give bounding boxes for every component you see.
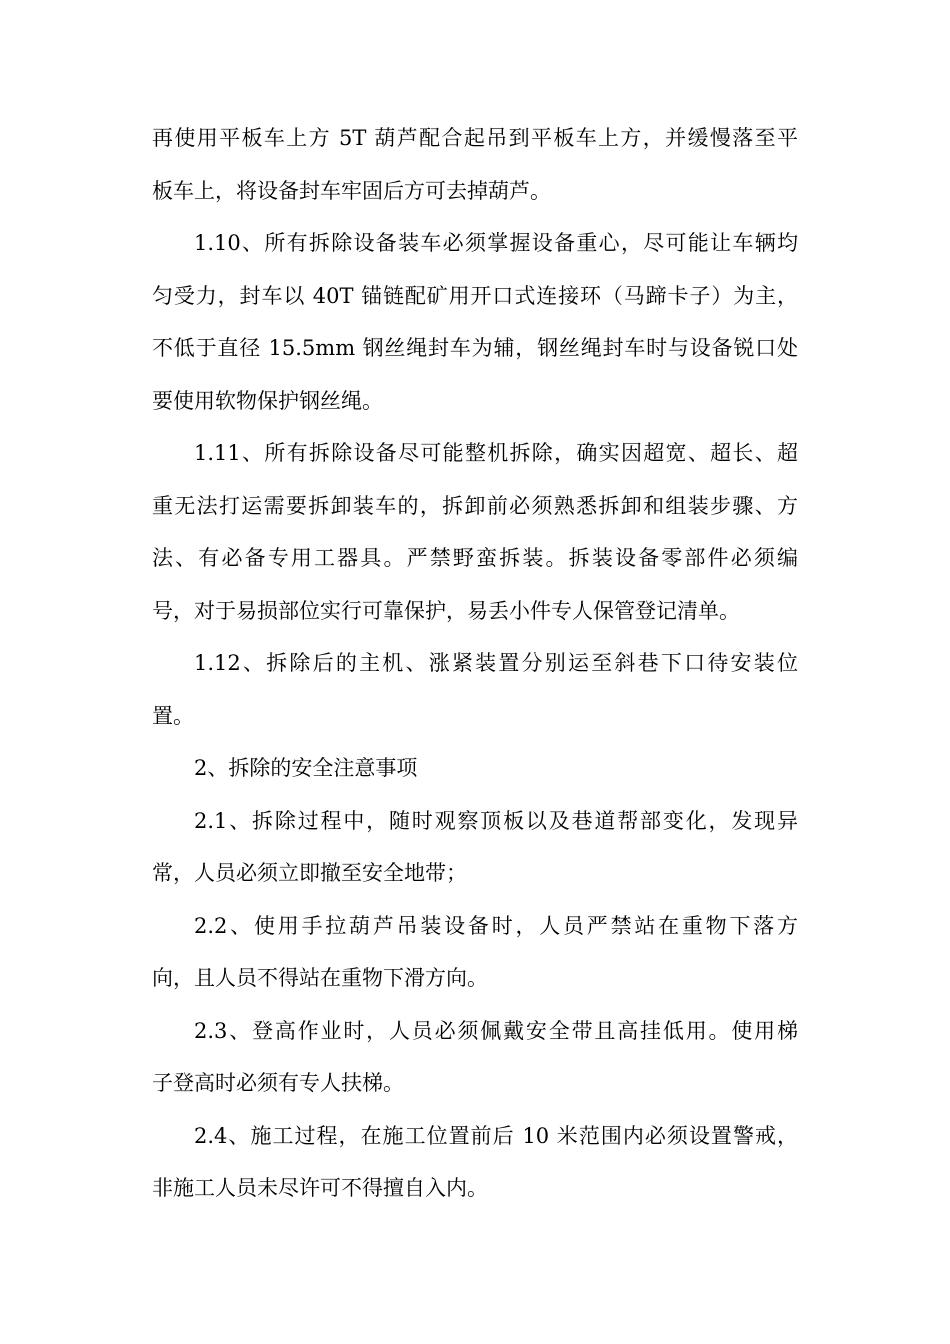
paragraph-2-1 [152,795,798,900]
text-line: 置。 [152,703,194,728]
text-line: 2.3、登高作业时，人员必须佩戴安全带且高挂低用。使用梯 [194,1018,798,1043]
text-line: 非施工人员未尽许可不得擅自入内。 [152,1176,488,1200]
text-line: 重无法打运需要拆卸装车的，拆卸前必须熟悉拆卸和组装步骤、方 [152,493,798,518]
section-heading: 2、拆除的安全注意事项 [194,756,418,780]
text-line: 子登高时必须有专人扶梯。 [152,1071,404,1095]
text-line: 2.2、使用手拉葫芦吊装设备时，人员严禁站在重物下落方 [194,913,798,938]
text-line: 不低于直径 15.5mm 钢丝绳封车为辅，钢丝绳封车时与设备锐口处 [152,336,798,360]
paragraph-2-2 [152,900,798,1005]
text-line: 常，人员必须立即撤至安全地带； [152,861,467,885]
text-line: 1.11、所有拆除设备尽可能整机拆除，确实因超宽、超长、超 [194,441,798,465]
paragraph-1-10 [152,217,798,427]
paragraph-continuation [152,112,798,217]
text-line: 板车上，将设备封车牢固后方可去掉葫芦。 [152,178,551,203]
document-body [152,112,798,1215]
text-line: 要使用软物保护钢丝绳。 [152,388,383,413]
paragraph-1-12 [152,637,798,742]
paragraph-1-11 [152,427,798,637]
text-line: 再使用平板车上方 5T 葫芦配合起吊到平板车上方，并缓慢落至平 [152,126,798,150]
text-line: 向，且人员不得站在重物下滑方向。 [152,966,488,990]
section-heading-2 [152,742,798,795]
paragraph-2-3 [152,1005,798,1110]
text-line: 匀受力，封车以 40T 锚链配矿用开口式连接环（马蹄卡子）为主， [152,283,798,308]
text-line: 法、有必备专用工器具。严禁野蛮拆装。拆装设备零部件必须编 [152,546,798,570]
text-line: 1.10、所有拆除设备装车必须掌握设备重心，尽可能让车辆均 [194,231,798,255]
paragraph-2-4 [152,1110,798,1215]
text-line: 1.12、拆除后的主机、涨紧装置分别运至斜巷下口待安装位 [194,651,798,675]
text-line: 2.1、拆除过程中，随时观察顶板以及巷道帮部变化，发现异 [194,808,798,833]
text-line: 2.4、施工过程，在施工位置前后 10 米范围内必须设置警戒， [194,1123,798,1148]
text-line: 号，对于易损部位实行可靠保护，易丢小件专人保管登记清单。 [152,598,740,623]
